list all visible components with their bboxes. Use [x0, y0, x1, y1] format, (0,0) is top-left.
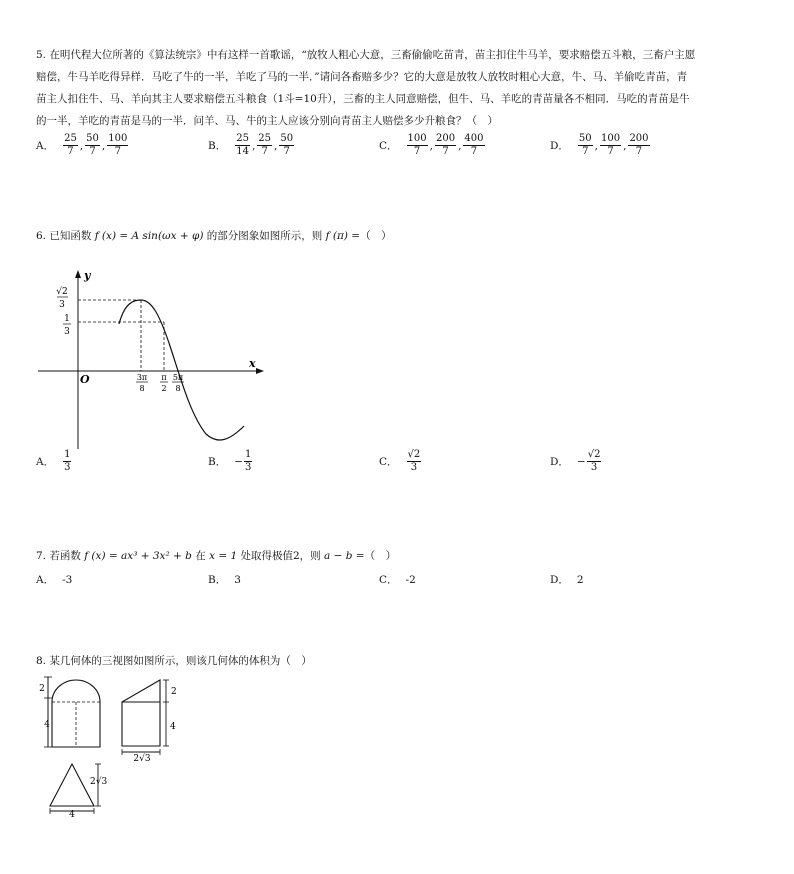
q7-option-c[interactable]: C． -2	[379, 573, 416, 586]
x-tick-pi2-den: 2	[161, 384, 167, 393]
side-height-dim: 4	[170, 722, 176, 732]
fraction: $\frac{100}{7}$	[407, 133, 427, 157]
q7-option-b[interactable]: B． 3	[208, 573, 241, 586]
option-letter: B．	[208, 140, 227, 152]
q5-option-d[interactable]: D． $\frac{50}{7}$ , $\frac{100}{7}$ , $\frac{200}{7}$	[550, 133, 649, 157]
q8-front-view	[38, 674, 108, 750]
q5-option-b[interactable]: B． $\frac{25}{14}$ , $\frac{25}{7}$ , $\frac{50}{7}$	[208, 133, 294, 157]
fraction: $\frac{100}{7}$	[108, 133, 128, 157]
q8-side-view	[116, 674, 178, 764]
fraction: $\frac{25}{14}$	[236, 133, 249, 157]
q8-top-view	[44, 758, 124, 818]
q6-option-c[interactable]: C． $\frac{√2}{3}$	[379, 449, 421, 473]
fraction: $\frac{1}{3}$	[64, 449, 71, 473]
fraction: $\frac{50}{7}$	[280, 133, 294, 157]
x-tick-5pi8-num: 5π	[172, 373, 184, 382]
fraction: $\frac{√2}{3}$	[407, 449, 421, 473]
q6-graph	[30, 264, 270, 454]
y-axis-arrow	[75, 270, 81, 278]
q6-options	[0, 450, 794, 480]
fraction: $\frac{50}{7}$	[86, 133, 99, 157]
q6-option-d[interactable]: D． − $\frac{√2}{3}$	[550, 449, 601, 473]
sine-curve	[119, 300, 244, 440]
x-axis-label: x	[249, 357, 256, 370]
q7-function: f (x) = ax³ + 3x² + b	[84, 550, 192, 562]
q5-option-a[interactable]: A． $\frac{25}{7}$ , $\frac{50}{7}$ , $\frac{100}{7}$	[36, 133, 128, 157]
q6-stem: 6. 已知函数 f (x) = A sin(ωx + φ) 的部分图象如图所示，则 f (π) =（ ）	[36, 230, 392, 242]
x-tick-pi2-num: π	[161, 373, 167, 382]
fraction: $\frac{√2}{3}$	[587, 449, 601, 473]
origin-label: O	[80, 373, 90, 386]
x-axis-arrow	[256, 368, 264, 374]
side-outline	[122, 680, 160, 746]
front-height-dim: 4	[44, 720, 50, 730]
q6-function: f (x) = A sin(ωx + φ)	[94, 230, 204, 242]
fraction: $\frac{400}{7}$	[464, 133, 484, 157]
q5-option-c[interactable]: C． $\frac{100}{7}$ , $\frac{200}{7}$ , $\frac{400}{7}$	[379, 133, 484, 157]
fraction: $\frac{25}{7}$	[64, 133, 77, 157]
q5-options	[0, 134, 794, 164]
fraction: $\frac{25}{7}$	[258, 133, 272, 157]
x-tick-3pi8-den: 8	[139, 384, 145, 393]
q6-query: f (π) =	[325, 230, 361, 242]
q7-query: a − b =	[324, 550, 365, 562]
q7-option-d[interactable]: D． 2	[550, 573, 584, 586]
front-top-dim: 2	[39, 684, 45, 694]
option-letter: D．	[550, 140, 569, 152]
q5-line-4: 的一半，羊吃的青苗是马的一半．问羊、马、牛的主人应该分别向青苗主人赔偿多少升粮食？（ ）	[36, 115, 498, 127]
option-letter: A．	[36, 140, 55, 152]
q5-line-2: 赔偿，牛马羊吃得异样．马吃了牛的一半，羊吃了马的一半．”请问各畜赔多少？它的大意是放牧人放牧时粗心大意，牛、马、羊偷吃青苗，青	[36, 71, 688, 83]
top-height-dim: 2√3	[90, 777, 108, 787]
y-tick-root2-den: 3	[59, 300, 65, 310]
q5-line-1: 5. 在明代程大位所著的《算法统宗》中有这样一首歌谣，“放牧人粗心大意，三畜偷偷吃苗青，苗主扣住牛马羊，要求赔偿五斗粮，三畜户主愿	[36, 49, 696, 61]
q6-option-b[interactable]: B． − $\frac{1}{3}$	[208, 449, 252, 473]
y-axis-label: y	[84, 269, 91, 282]
q7-option-a[interactable]: A． -3	[36, 573, 73, 586]
y-tick-third-num: 1	[64, 314, 70, 324]
fraction: $\frac{200}{7}$	[435, 133, 456, 157]
y-tick-root2-num: √2	[56, 287, 68, 297]
q6-option-a[interactable]: A． $\frac{1}{3}$	[36, 449, 71, 473]
side-width-dim: 2√3	[133, 754, 151, 764]
q8-stem: 8. 某几何体的三视图如图所示，则该几何体的体积为（ ）	[36, 655, 312, 667]
q7-stem: 7. 若函数 f (x) = ax³ + 3x² + b 在 x = 1 处取得极值2，则 a − b =（ ）	[36, 550, 397, 562]
top-width-dim: 4	[69, 810, 75, 818]
y-tick-third-den: 3	[64, 327, 70, 337]
fraction: $\frac{200}{7}$	[629, 133, 649, 157]
fraction: $\frac{50}{7}$	[578, 133, 592, 157]
q7-options	[0, 572, 794, 586]
side-top-dim: 2	[171, 687, 177, 697]
fraction: $\frac{100}{7}$	[601, 133, 621, 157]
fraction: $\frac{1}{3}$	[245, 449, 252, 473]
x-tick-5pi8-den: 8	[175, 384, 181, 393]
q5-line-3: 苗主人扣住牛、马、羊向其主人要求赔偿五斗粮食（1斗=10升），三畜的主人同意赔偿，但牛、马、羊吃的青苗量各不相同．马吃的青苗是牛	[36, 93, 690, 105]
x-tick-3pi8-num: 3π	[136, 373, 148, 382]
option-letter: C．	[379, 140, 398, 152]
top-outline	[50, 764, 94, 806]
